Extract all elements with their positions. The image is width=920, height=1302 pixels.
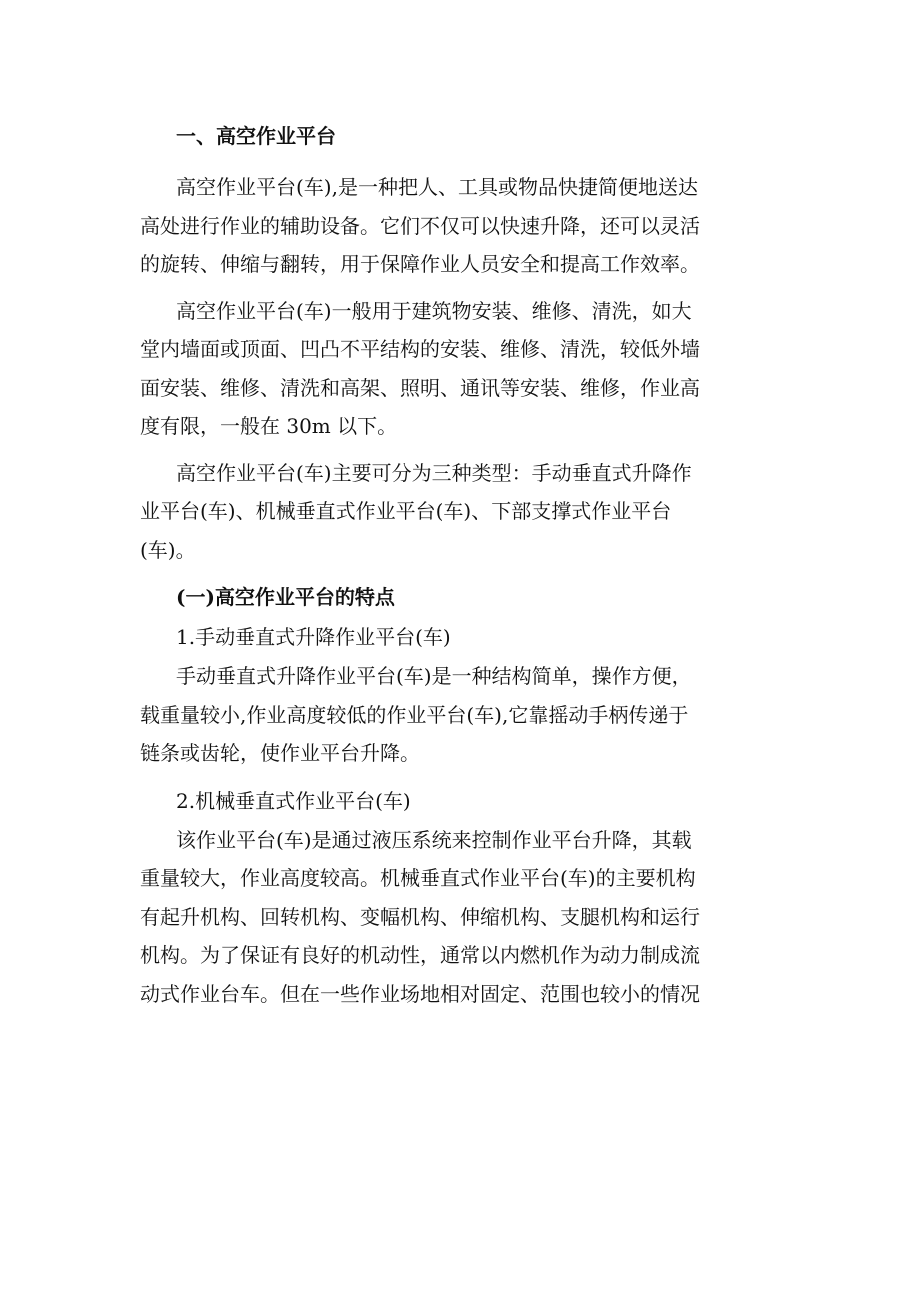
paragraph-types xyxy=(140,454,780,570)
text-line: 度有限，一般在 30m 以下。 xyxy=(140,414,398,438)
text-line: 机构。为了保证有良好的机动性，通常以内燃机作为动力制成流 xyxy=(140,943,700,967)
text-line: 堂内墙面或顶面、凹凸不平结构的安装、维修、清洗，较低外墙 xyxy=(140,337,700,361)
text-line: 面安装、维修、清洗和高架、照明、通讯等安装、维修，作业高 xyxy=(140,375,700,400)
text-line: 的旋转、伸缩与翻转，用于保障作业人员安全和提高工作效率。 xyxy=(140,252,700,276)
paragraph-mechanical xyxy=(140,821,780,1014)
item-heading-manual: 1.手动垂直式升降作业平台(车) xyxy=(176,625,451,649)
item-heading-mechanical: 2.机械垂直式作业平台(车) xyxy=(176,788,411,813)
text-line: 手动垂直式升降作业平台(车)是一种结构简单，操作方便， xyxy=(176,664,692,688)
text-line: 高空作业平台(车)主要可分为三种类型：手动垂直式升降作 xyxy=(176,460,692,485)
paragraph-manual xyxy=(140,657,780,773)
text-line: 高处进行作业的辅助设备。它们不仅可以快速升降，还可以灵活 xyxy=(140,213,700,238)
text-line: 业平台(车)、机械垂直式作业平台(车)、下部支撑式作业平台 xyxy=(140,499,672,523)
text-line: 有起升机构、回转机构、变幅机构、伸缩机构、支腿机构和运行 xyxy=(140,904,700,929)
text-line: 动式作业台车。但在一些作业场地相对固定、范围也较小的情况 xyxy=(140,981,700,1006)
paragraph-usage xyxy=(140,292,780,446)
text-line: 重量较大，作业高度较高。机械垂直式作业平台(车)的主要机构 xyxy=(140,866,696,890)
text-line: 该作业平台(车)是通过液压系统来控制作业平台升降，其载 xyxy=(176,827,692,852)
section-heading: 一、高空作业平台 xyxy=(176,124,336,148)
text-line: (车)。 xyxy=(140,537,196,562)
text-line: 载重量较小,作业高度较低的作业平台(车),它靠摇动手柄传递于 xyxy=(140,702,689,727)
subsection-heading: (一)高空作业平台的特点 xyxy=(176,585,395,609)
text-line: 高空作业平台(车)一般用于建筑物安装、维修、清洗，如大 xyxy=(176,298,692,323)
text-line: 链条或齿轮，使作业平台升降。 xyxy=(140,741,420,765)
document-page xyxy=(140,112,780,1013)
paragraph-intro xyxy=(140,168,780,284)
text-line: 高空作业平台(车),是一种把人、工具或物品快捷简便地送达 xyxy=(176,175,698,199)
